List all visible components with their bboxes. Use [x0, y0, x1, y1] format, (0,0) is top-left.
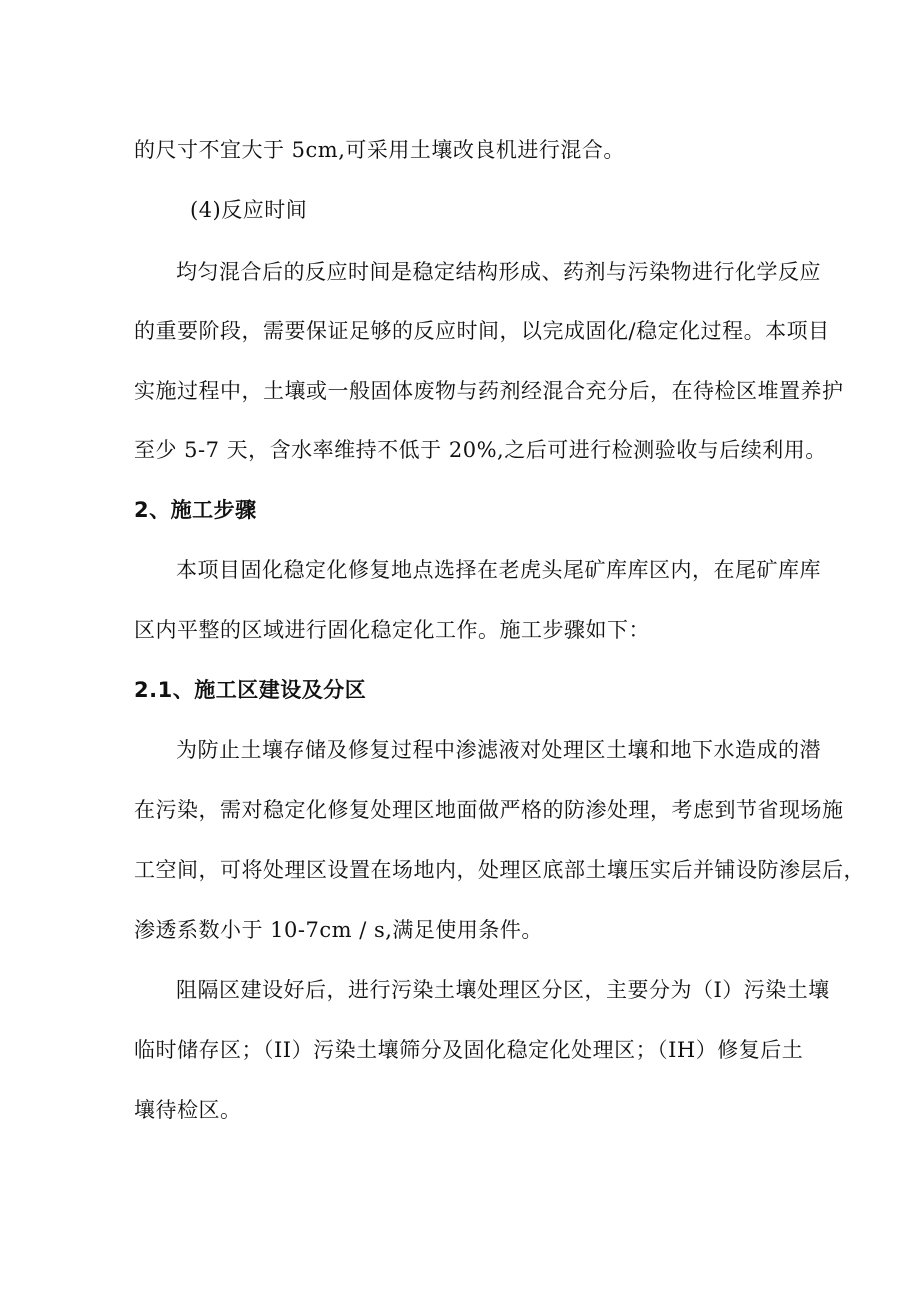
section-heading: 2.1、施工区建设及分区 — [134, 678, 367, 702]
paragraph-line: 至少 5-7 天，含水率维持不低于 20%,之后可进行检测验收与后续利用。 — [134, 438, 827, 462]
paragraph-line: 的尺寸不宜大于 5cm,可采用土壤改良机进行混合。 — [134, 138, 625, 162]
paragraph-line: 为防止土壤存储及修复过程中渗滤液对处理区土壤和地下水造成的潜 — [176, 738, 821, 762]
paragraph-line: 的重要阶段，需要保证足够的反应时间，以完成固化/稳定化过程。本项目 — [134, 319, 830, 343]
section-heading: 2、施工步骤 — [134, 498, 257, 522]
paragraph-line: 实施过程中，土壤或一般固体废物与药剂经混合充分后，在待检区堆置养护 — [134, 379, 844, 403]
paragraph-line: 在污染，需对稳定化修复处理区地面做严格的防渗处理，考虑到节省现场施 — [134, 798, 844, 822]
paragraph-line: 本项目固化稳定化修复地点选择在老虎头尾矿库库区内，在尾矿库库 — [176, 558, 821, 582]
subsection-heading: (4)反应时间 — [190, 198, 308, 222]
paragraph-line: 均匀混合后的反应时间是稳定结构形成、药剂与污染物进行化学反应 — [176, 260, 821, 284]
paragraph-line: 临时储存区；（II）污染土壤筛分及固化稳定化处理区；（IH）修复后土 — [134, 1038, 804, 1062]
paragraph-line: 工空间，可将处理区设置在场地内，处理区底部土壤压实后并铺设防渗层后， — [134, 858, 865, 882]
paragraph-line: 区内平整的区域进行固化稳定化工作。施工步骤如下： — [134, 618, 650, 642]
paragraph-line: 阻隔区建设好后，进行污染土壤处理区分区，主要分为（I）污染土壤 — [176, 978, 830, 1002]
paragraph-line: 渗透系数小于 10-7cm / s,满足使用条件。 — [134, 918, 543, 942]
paragraph-line: 壤待检区。 — [134, 1098, 242, 1122]
